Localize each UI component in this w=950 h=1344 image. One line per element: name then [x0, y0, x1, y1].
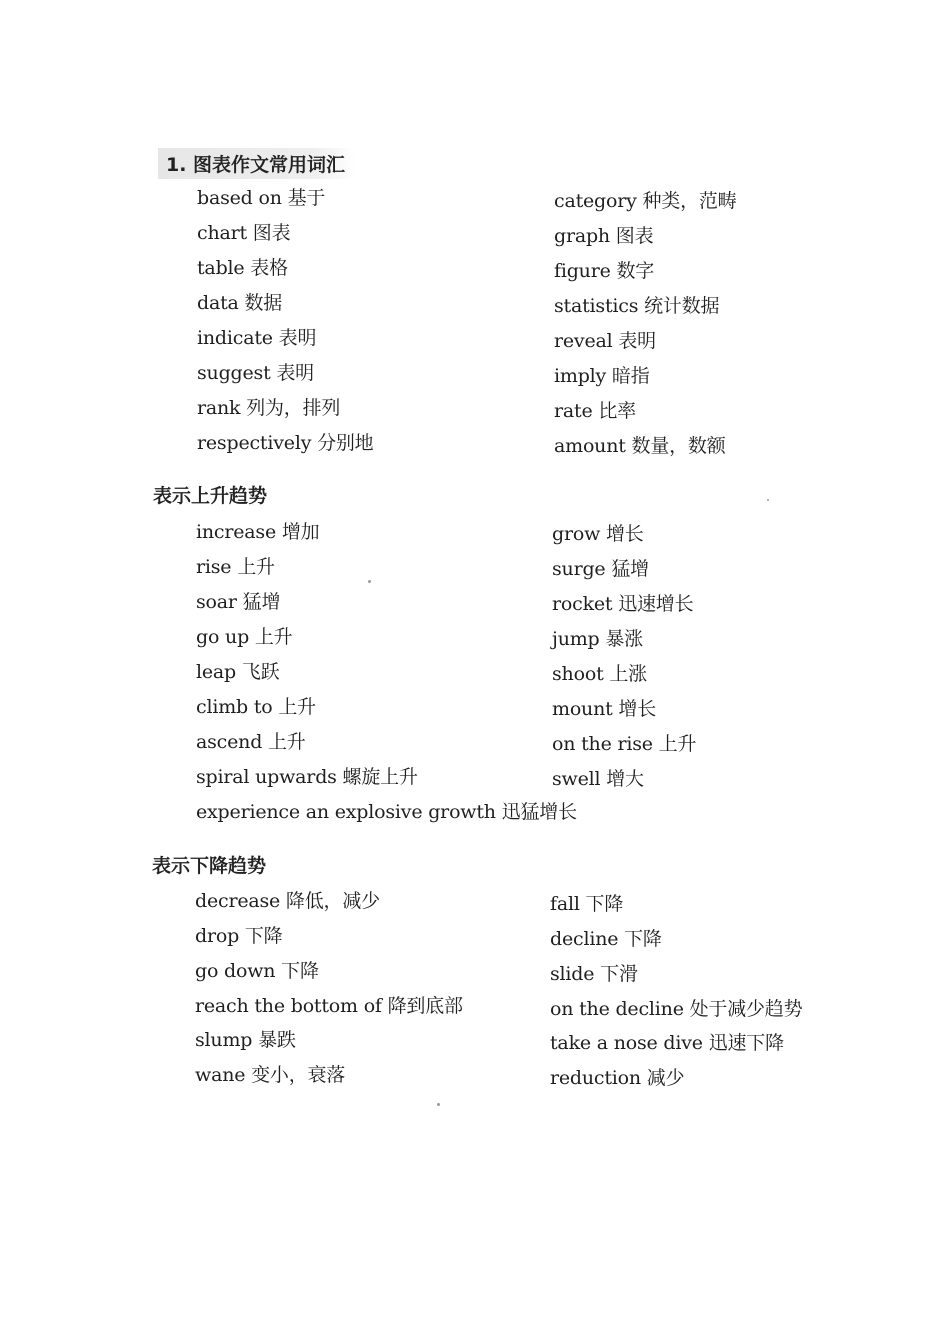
- term-left: decrease 降低，减少: [195, 890, 380, 912]
- term-left: respectively 分别地: [197, 432, 374, 454]
- term-right: figure 数字: [554, 260, 655, 282]
- term-left: indicate 表明: [197, 327, 317, 349]
- term-right: on the decline 处于减少趋势: [550, 998, 803, 1020]
- term-right: amount 数量，数额: [554, 435, 726, 457]
- term-left: leap 飞跃: [196, 661, 280, 683]
- term-right: category 种类，范畴: [554, 190, 737, 212]
- term-left: rise 上升: [196, 556, 275, 578]
- term-left: wane 变小，衰落: [195, 1064, 346, 1086]
- term-right: jump 暴涨: [552, 628, 643, 650]
- term-right: reduction 减少: [550, 1067, 685, 1089]
- term-left: climb to 上升: [196, 696, 316, 718]
- term-left: rank 列为，排列: [197, 397, 341, 419]
- term-left: go up 上升: [196, 626, 293, 648]
- section-1-heading: 1. 图表作文常用词汇: [158, 148, 355, 179]
- term-right: rocket 迅速增长: [552, 593, 694, 615]
- term-right: swell 增大: [552, 768, 644, 790]
- term-left: slump 暴跌: [195, 1029, 296, 1051]
- term-right: imply 暗指: [554, 365, 650, 387]
- term-left: soar 猛增: [196, 591, 281, 613]
- term-right: reveal 表明: [554, 330, 656, 352]
- term-right: rate 比率: [554, 400, 636, 422]
- rising-trend-heading: 表示上升趋势: [153, 485, 268, 507]
- term-left: suggest 表明: [197, 362, 314, 384]
- scan-speck: [767, 499, 769, 501]
- term-right: fall 下降: [550, 893, 624, 915]
- term-left: drop 下降: [195, 925, 283, 947]
- term-right: slide 下滑: [550, 963, 638, 985]
- term-left: ascend 上升: [196, 731, 306, 753]
- term-right: mount 增长: [552, 698, 657, 720]
- scan-speck: [437, 1103, 440, 1106]
- term-right: take a nose dive 迅速下降: [550, 1032, 784, 1054]
- term-left: increase 增加: [196, 521, 320, 543]
- scan-speck: [368, 580, 371, 583]
- term-full-width: experience an explosive growth 迅猛增长: [196, 801, 577, 823]
- term-left: reach the bottom of 降到底部: [195, 995, 463, 1017]
- term-right: surge 猛增: [552, 558, 649, 580]
- term-right: grow 增长: [552, 523, 644, 545]
- term-left: based on 基于: [197, 187, 326, 209]
- falling-trend-heading: 表示下降趋势: [152, 855, 267, 877]
- term-right: decline 下降: [550, 928, 662, 950]
- term-left: go down 下降: [195, 960, 319, 982]
- term-right: statistics 统计数据: [554, 295, 720, 317]
- term-left: table 表格: [197, 257, 288, 279]
- term-left: spiral upwards 螺旋上升: [196, 766, 418, 788]
- term-right: on the rise 上升: [552, 733, 697, 755]
- term-right: shoot 上涨: [552, 663, 647, 685]
- term-left: chart 图表: [197, 222, 291, 244]
- term-right: graph 图表: [554, 225, 654, 247]
- term-left: data 数据: [197, 292, 283, 314]
